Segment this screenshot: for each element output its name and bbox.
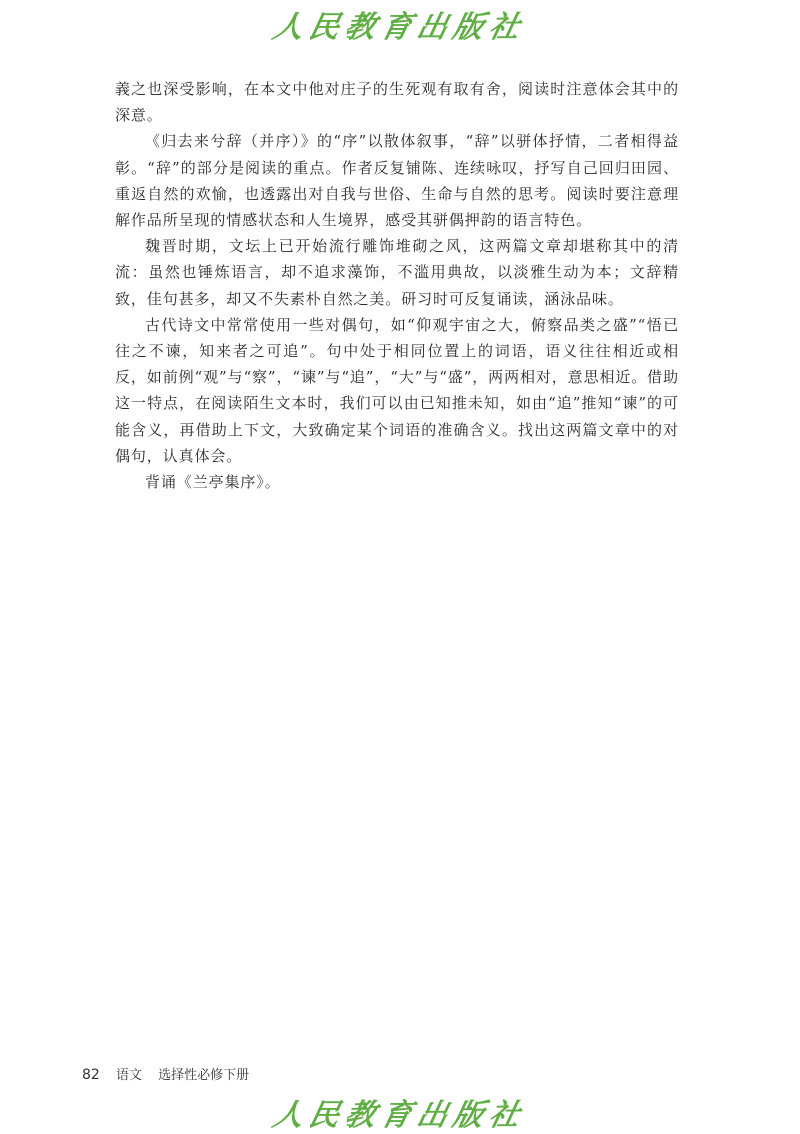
book-title: 选择性必修下册 xyxy=(158,1068,250,1083)
paragraph-weijin: 魏晋时期，文坛上已开始流行雕饰堆砌之风，这两篇文章却堪称其中的清流：虽然也锤炼语言，却不追求藻饰，不滥用典故，以淡雅生动为本；文辞精致，佳句甚多，却又不失素朴自然之美。研习时可反复诵读，涵泳品味。 xyxy=(115,237,679,308)
main-text xyxy=(115,76,679,495)
subject-label: 语文 xyxy=(115,1068,142,1083)
page-footer xyxy=(82,1064,249,1083)
publisher-watermark-top: 人民教育出版社 xyxy=(269,10,529,45)
paragraph-continuation: 義之也深受影响，在本文中他对庄子的生死观有取有舍，阅读时注意体会其中的深意。 xyxy=(115,80,679,125)
page-number: 82 xyxy=(82,1067,100,1083)
paragraph-duiou: 古代诗文中常常使用一些对偶句，如“仰观宇宙之大，俯察品类之盛”“悟已往之不谏，知来者之可追”。句中处于相同位置上的词语，语义往往相近或相反，如前例“观”与“察”，“谏”与“追”，“大”与“盛”，两两相对，意思相近。借助这一特点，在阅读陌生文本时，我们可以由已知推未知，如由“追”推知“谏”的可能含义，再借助上下文，大致确定某个词语的准确含义。找出这两篇文章中的对偶句，认真体会。 xyxy=(115,315,679,465)
paragraph-recite: 背诵《兰亭集序》。 xyxy=(145,473,281,492)
paragraph-guiqulai: 《归去来兮辞（并序）》的“序”以散体叙事，“辞”以骈体抒情，二者相得益彰。“辞”的部分是阅读的重点。作者反复铺陈、连续咏叹，抒写自己回归田园、重返自然的欢愉，也透露出对自我与世俗、生命与自然的思考。阅读时要注意理解作品所呈现的情感状态和人生境界，感受其骈偶押韵的语言特色。 xyxy=(115,132,679,230)
publisher-watermark-bottom: 人民教育出版社 xyxy=(269,1098,529,1133)
